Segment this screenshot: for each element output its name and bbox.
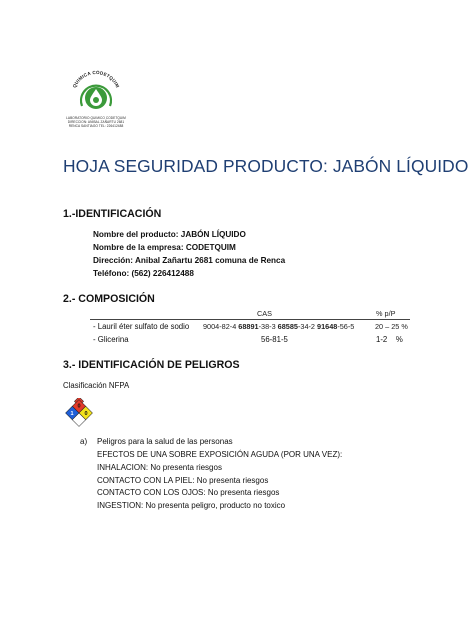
cas-part: 68891 xyxy=(238,322,259,331)
address-line: Dirección: Anibal Zañartu 2681 comuna de Renca xyxy=(93,256,286,265)
logo-emblem xyxy=(56,66,136,116)
cas-part: 9004-82-4 xyxy=(203,322,239,331)
cas-part: 91648 xyxy=(317,322,338,331)
column-header-pp: % p/P xyxy=(376,309,396,318)
hazard-line: EFECTOS DE UNA SOBRE EXPOSICIÓN AGUDA (POR UNA VEZ): xyxy=(97,450,343,459)
product-name-line: Nombre del producto: JABÓN LÍQUIDO xyxy=(93,230,246,239)
column-header-cas: CAS xyxy=(257,309,273,318)
hazard-item-marker: a) xyxy=(80,437,88,446)
logo-line-2: DIRECCION: ANIBAL ZAÑARTU 2681 xyxy=(67,120,125,124)
company-name-line: Nombre de la empresa: CODETQUIM xyxy=(93,243,236,252)
phone-line: Teléfono: (562) 226412488 xyxy=(93,269,194,278)
hazard-item-title: Peligros para la salud de las personas xyxy=(97,437,233,446)
company-logo xyxy=(56,66,136,130)
cas-part: -56-5 xyxy=(337,322,355,331)
document-title: HOJA SEGURIDAD PRODUCTO: JABÓN LÍQUIDO xyxy=(63,156,469,176)
section-3-heading: 3.- IDENTIFICACIÓN DE PELIGROS xyxy=(63,359,240,371)
logo-line-1: LABORATORIO QUIMICO CODETQUIM xyxy=(66,116,126,120)
ingredient-percent: 20 – 25 % xyxy=(375,322,408,331)
nfpa-health-value: 1 xyxy=(70,411,74,417)
ingredient-name: - Lauril éter sulfato de sodio xyxy=(93,322,190,331)
hazard-line: INHALACION: No presenta riesgos xyxy=(97,463,222,472)
nfpa-reactivity-value: 0 xyxy=(84,411,88,417)
ingredient-percent: 1-2 % xyxy=(376,335,403,344)
cas-part: 68585 xyxy=(277,322,298,331)
ingredient-cas xyxy=(203,322,354,332)
hazard-line: CONTACTO CON LOS OJOS: No presenta riesgos xyxy=(97,488,280,497)
cas-part: -34-2 xyxy=(297,322,318,331)
ingredient-name: - Glicerina xyxy=(93,335,129,344)
logo-arc-text: QUIMICA CODETQUIM xyxy=(71,69,121,89)
section-2-heading: 2.- COMPOSICIÓN xyxy=(63,293,155,305)
logo-line-3: RENCA SANTIAGO TEL: 226412488 xyxy=(68,124,124,128)
ingredient-cas: 56-81-5 xyxy=(261,335,288,344)
table-header-rule xyxy=(90,319,410,320)
hazard-line: CONTACTO CON LA PIEL: No presenta riesgos xyxy=(97,476,269,485)
cas-part: -38-3 xyxy=(258,322,278,331)
nfpa-label: Clasificación NFPA xyxy=(63,381,130,390)
hazard-line: INGESTION: No presenta peligro, producto no toxico xyxy=(97,501,286,510)
nfpa-diamond-icon xyxy=(62,398,96,428)
nfpa-flammability-value: 0 xyxy=(77,403,81,410)
section-1-heading: 1.-IDENTIFICACIÓN xyxy=(63,208,162,220)
